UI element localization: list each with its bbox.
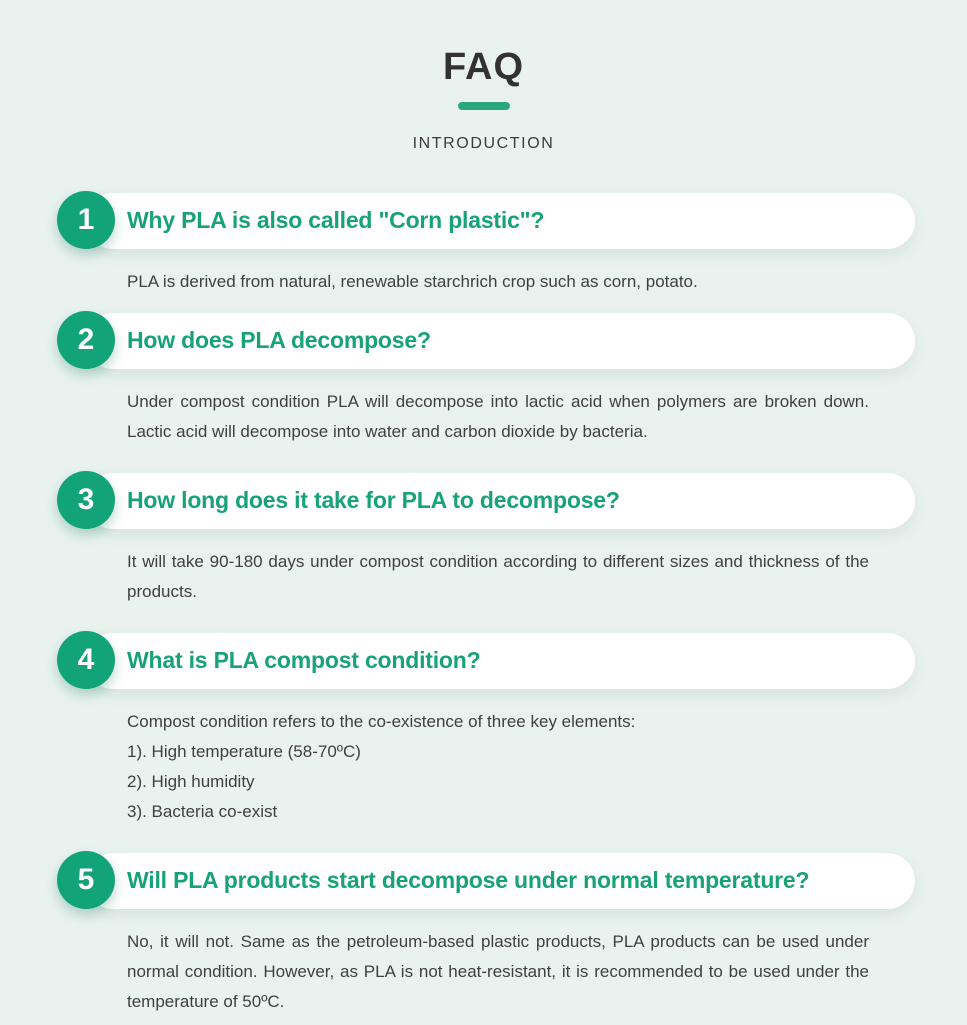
answer-list-4 (127, 737, 869, 827)
answer-text-1: PLA is derived from natural, renewable starchrich crop such as corn, potato. (127, 272, 698, 291)
answer-list-item: 1). High temperature (58-70ºC) (127, 742, 361, 761)
number-badge-4: 4 (57, 631, 115, 689)
number-badge-5: 5 (57, 851, 115, 909)
number-badge-2: 2 (57, 311, 115, 369)
faq-item-1 (57, 191, 915, 297)
question-row-4 (57, 631, 915, 689)
answer-list-item: 2). High humidity (127, 772, 255, 791)
answer-text-5: No, it will not. Same as the petroleum-based plastic products, PLA products can be used under normal condition. However, as PLA is not heat-resistant, it is recommended to be used under the temperature of 50ºC. (127, 932, 869, 1011)
question-row-1 (57, 191, 915, 249)
faq-item-4 (57, 631, 915, 827)
question-text-3: How long does it take for PLA to decompose? (127, 486, 620, 513)
question-text-5: Will PLA products start decompose under normal temperature? (127, 866, 810, 893)
answer-block-4 (127, 707, 869, 827)
faq-item-3 (57, 471, 915, 607)
answer-text-2: Under compost condition PLA will decompose into lactic acid when polymers are broken down. Lactic acid will decompose into water and carbon dioxide by bacteria. (127, 392, 869, 441)
answer-block-2 (127, 387, 869, 447)
title-divider (458, 102, 510, 110)
faq-item-5 (57, 851, 915, 1017)
page-subtitle: INTRODUCTION (412, 135, 555, 152)
faq-list (57, 191, 915, 1017)
number-badge-3: 3 (57, 471, 115, 529)
page-title: FAQ (442, 46, 525, 88)
answer-block-1 (127, 267, 869, 297)
number-badge-1: 1 (57, 191, 115, 249)
answer-block-3 (127, 547, 869, 607)
question-text-1: Why PLA is also called "Corn plastic"? (127, 206, 545, 233)
answer-text-4: Compost condition refers to the co-existence of three key elements: (127, 712, 636, 731)
question-text-2: How does PLA decompose? (127, 326, 431, 353)
faq-item-2 (57, 311, 915, 447)
question-row-3 (57, 471, 915, 529)
answer-block-5 (127, 927, 869, 1017)
question-row-2 (57, 311, 915, 369)
question-text-4: What is PLA compost condition? (127, 646, 481, 673)
question-row-5 (57, 851, 915, 909)
page-header (0, 0, 967, 154)
answer-text-3: It will take 90-180 days under compost condition according to different sizes and thickness of the products. (127, 552, 869, 601)
answer-list-item: 3). Bacteria co-exist (127, 802, 278, 821)
